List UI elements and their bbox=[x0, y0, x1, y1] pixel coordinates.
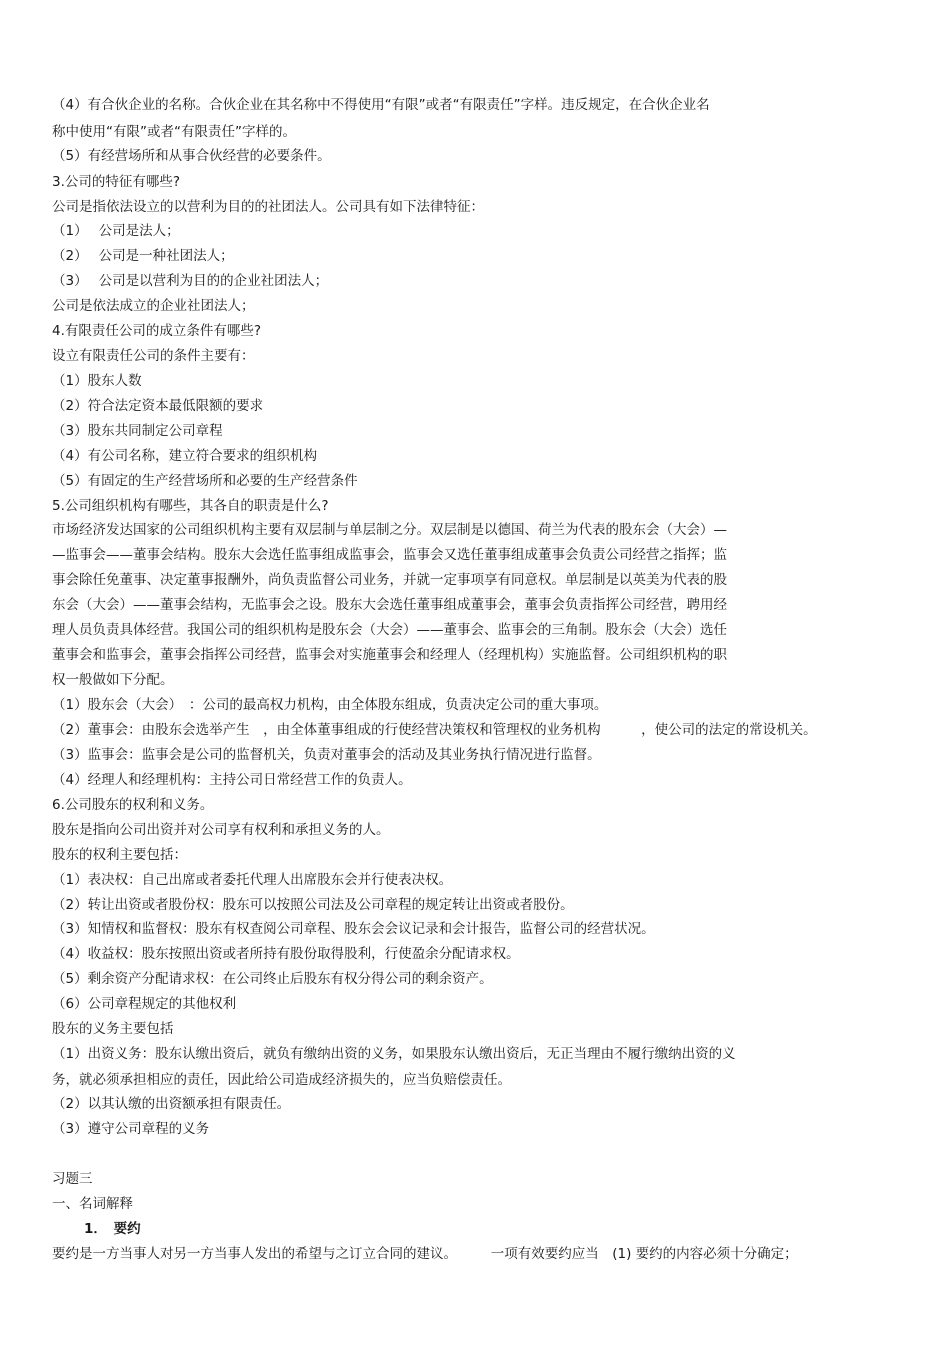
list-item: （2）转让出资或者股份权：股东可以按照公司法及公司章程的规定转让出资或者股份。 bbox=[52, 897, 574, 913]
list-item: （2）符合法定资本最低限额的要求 bbox=[52, 398, 264, 414]
list-item: （1）股东人数 bbox=[52, 373, 142, 389]
list-item: （6）公司章程规定的其他权利 bbox=[52, 996, 237, 1012]
text-line: 公司是依法成立的企业社团法人； bbox=[52, 298, 255, 314]
list-item: （1）出资义务：股东认缴出资后，就负有缴纳出资的义务，如果股东认缴出资后，无正当理由不履行缴纳出资的义 bbox=[52, 1046, 736, 1062]
list-item: （4）有公司名称，建立符合要求的组织机构 bbox=[52, 448, 318, 464]
list-item: （2） 公司是一种社团法人； bbox=[52, 248, 234, 264]
text-line: 公司是指依法设立的以营利为目的的社团法人。公司具有如下法律特征： bbox=[52, 199, 484, 215]
list-item: （2）以其认缴的出资额承担有限责任。 bbox=[52, 1096, 291, 1112]
list-item: （5）剩余资产分配请求权：在公司终止后股东有权分得公司的剩余资产。 bbox=[52, 971, 493, 987]
text-line: 设立有限责任公司的条件主要有： bbox=[52, 348, 255, 364]
list-item: （5）有固定的生产经营场所和必要的生产经营条件 bbox=[52, 473, 358, 489]
list-item: （1）股东会（大会） ：公司的最高权力机构，由全体股东组成，负责决定公司的重大事项。 bbox=[52, 697, 608, 713]
text-line: 董事会和监事会，董事会指挥公司经营，监事会对实施董事会和经理人（经理机构）实施监督。公司组织机构的职 bbox=[52, 647, 727, 663]
list-item: （3）监事会：监事会是公司的监督机关，负责对董事会的活动及其业务执行情况进行监督。 bbox=[52, 747, 601, 763]
list-item: （2）董事会：由股东会选举产生 ，由全体董事组成的行使经营决策权和管理权的业务机构 ，使公司的法定的常设机关。 bbox=[52, 722, 817, 738]
section-heading: 6.公司股东的权利和义务。 bbox=[52, 797, 214, 813]
section-heading: 3.公司的特征有哪些? bbox=[52, 174, 181, 190]
text-line: （5）有经营场所和从事合伙经营的必要条件。 bbox=[52, 148, 331, 164]
text-line: 称中使用“有限”或者“有限责任”字样的。 bbox=[52, 124, 296, 140]
text-line: （4）有合伙企业的名称。合伙企业在其名称中不得使用“有限”或者“有限责任”字样。违反规定，在合伙企业名 bbox=[52, 97, 710, 113]
chapter-title: 习题三 bbox=[52, 1171, 93, 1187]
text-line: 事会除任免董事、决定董事报酬外，尚负责监督公司业务，并就一定事项享有同意权。单层制是以英美为代表的股 bbox=[52, 572, 727, 588]
text-line: 市场经济发达国家的公司组织机构主要有双层制与单层制之分。双层制是以德国、荷兰为代表的股东会（大会）— bbox=[52, 522, 727, 538]
list-item: （1） 公司是法人； bbox=[52, 223, 180, 239]
text-line: 要约是一方当事人对另一方当事人发出的希望与之订立合同的建议。 一项有效要约应当 (1) 要约的内容必须十分确定； bbox=[52, 1246, 798, 1262]
text-line: 权一般做如下分配。 bbox=[52, 672, 174, 688]
section-heading: 5.公司组织机构有哪些，其各自的职责是什么? bbox=[52, 498, 329, 514]
list-item: （4）收益权：股东按照出资或者所持有股份取得股利，行使盈余分配请求权。 bbox=[52, 946, 520, 962]
text-line: 股东的义务主要包括 bbox=[52, 1021, 174, 1037]
text-line: 理人员负责具体经营。我国公司的组织机构是股东会（大会）——董事会、监事会的三角制。股东会（大会）选任 bbox=[52, 622, 727, 638]
list-item: （3） 公司是以营利为目的的企业社团法人； bbox=[52, 273, 329, 289]
section-heading: 4.有限责任公司的成立条件有哪些? bbox=[52, 323, 262, 339]
text-line: 股东是指向公司出资并对公司享有权利和承担义务的人。 bbox=[52, 822, 390, 838]
list-item: （4）经理人和经理机构：主持公司日常经营工作的负责人。 bbox=[52, 772, 412, 788]
subsection-heading: 一、名词解释 bbox=[52, 1196, 133, 1212]
text-line: 东会（大会）——董事会结构，无监事会之设。股东大会选任董事组成董事会，董事会负责指挥公司经营，聘用经 bbox=[52, 597, 727, 613]
list-item: （1）表决权：自己出席或者委托代理人出席股东会并行使表决权。 bbox=[52, 872, 453, 888]
list-item: （3）股东共同制定公司章程 bbox=[52, 423, 223, 439]
text-line: —监事会——董事会结构。股东大会选任监事组成监事会，监事会又选任董事组成董事会负责公司经营之指挥；监 bbox=[52, 547, 727, 563]
text-line: 股东的权利主要包括： bbox=[52, 847, 187, 863]
list-item: （3）遵守公司章程的义务 bbox=[52, 1121, 210, 1137]
term-heading: 1． 要约 bbox=[84, 1221, 141, 1237]
list-item: （3）知情权和监督权：股东有权查阅公司章程、股东会会议记录和会计报告，监督公司的经营状况。 bbox=[52, 921, 655, 937]
text-line: 务，就必须承担相应的责任，因此给公司造成经济损失的，应当负赔偿责任。 bbox=[52, 1072, 511, 1088]
